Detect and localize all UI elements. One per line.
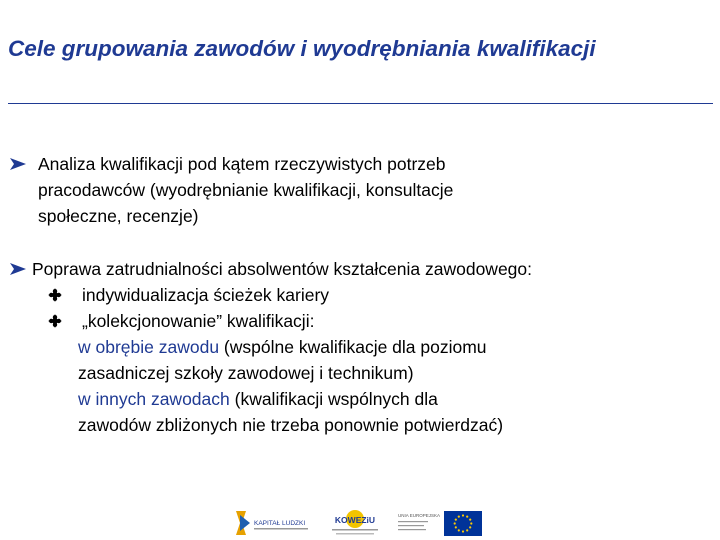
bullet-employability (10, 256, 710, 438)
highlight-within-profession: w obrębie zawodu (78, 337, 220, 357)
bullet-analysis-line2: pracodawców (wyodrębnianie kwalifikacji, konsultacje (38, 180, 454, 200)
bullet-analysis (10, 151, 700, 229)
logo3-label: UNIA EUROPEJSKA (398, 513, 441, 518)
bullet-employability-heading: Poprawa zatrudnialności absolwentów kształcenia zawodowego: (32, 259, 533, 279)
koweziu-logo (324, 507, 386, 539)
detail-other-line1: (kwalifikacji wspólnych dla (229, 389, 438, 409)
sub-bullet-career-text: indywidualizacja ścieżek kariery (82, 285, 330, 305)
logo2-label: KOWEZiU (334, 515, 376, 525)
detail-profession-line2: zasadniczej szkoły zawodowej i technikum) (78, 363, 414, 383)
arrow-bullet-icon (10, 158, 26, 170)
collecting-detail-profession (10, 334, 710, 386)
footer-logos (232, 507, 487, 540)
detail-profession-line1: (wspólne kwalifikacje dla poziomu (219, 337, 487, 357)
sub-bullet-collecting (10, 308, 710, 334)
sub-bullet-career (10, 282, 710, 308)
sub-bullet-collecting-text: „kolekcjonowanie” kwalifikacji: (82, 311, 315, 331)
detail-other-line2: zawodów zbliżonych nie trzeba ponownie potwierdzać) (78, 415, 504, 435)
arrow-bullet-icon (10, 263, 26, 275)
diamond-bullet-icon (48, 288, 62, 302)
bullet-analysis-line3: społeczne, recenzje) (38, 206, 199, 226)
bullet-analysis-text (10, 151, 700, 229)
diamond-bullet-icon (48, 314, 62, 328)
highlight-other-professions: w innych zawodach (78, 389, 230, 409)
title-divider (8, 103, 713, 104)
eu-social-fund-logo (396, 507, 486, 539)
collecting-detail-other (10, 386, 710, 438)
bullet-analysis-line1: Analiza kwalifikacji pod kątem rzeczywistych potrzeb (38, 154, 446, 174)
logo1-label: KAPITAŁ LUDZKI (254, 520, 306, 527)
kapital-ludzki-logo (232, 507, 314, 539)
page-title: Cele grupowania zawodów i wyodrębniania kwalifikacji (8, 36, 596, 61)
